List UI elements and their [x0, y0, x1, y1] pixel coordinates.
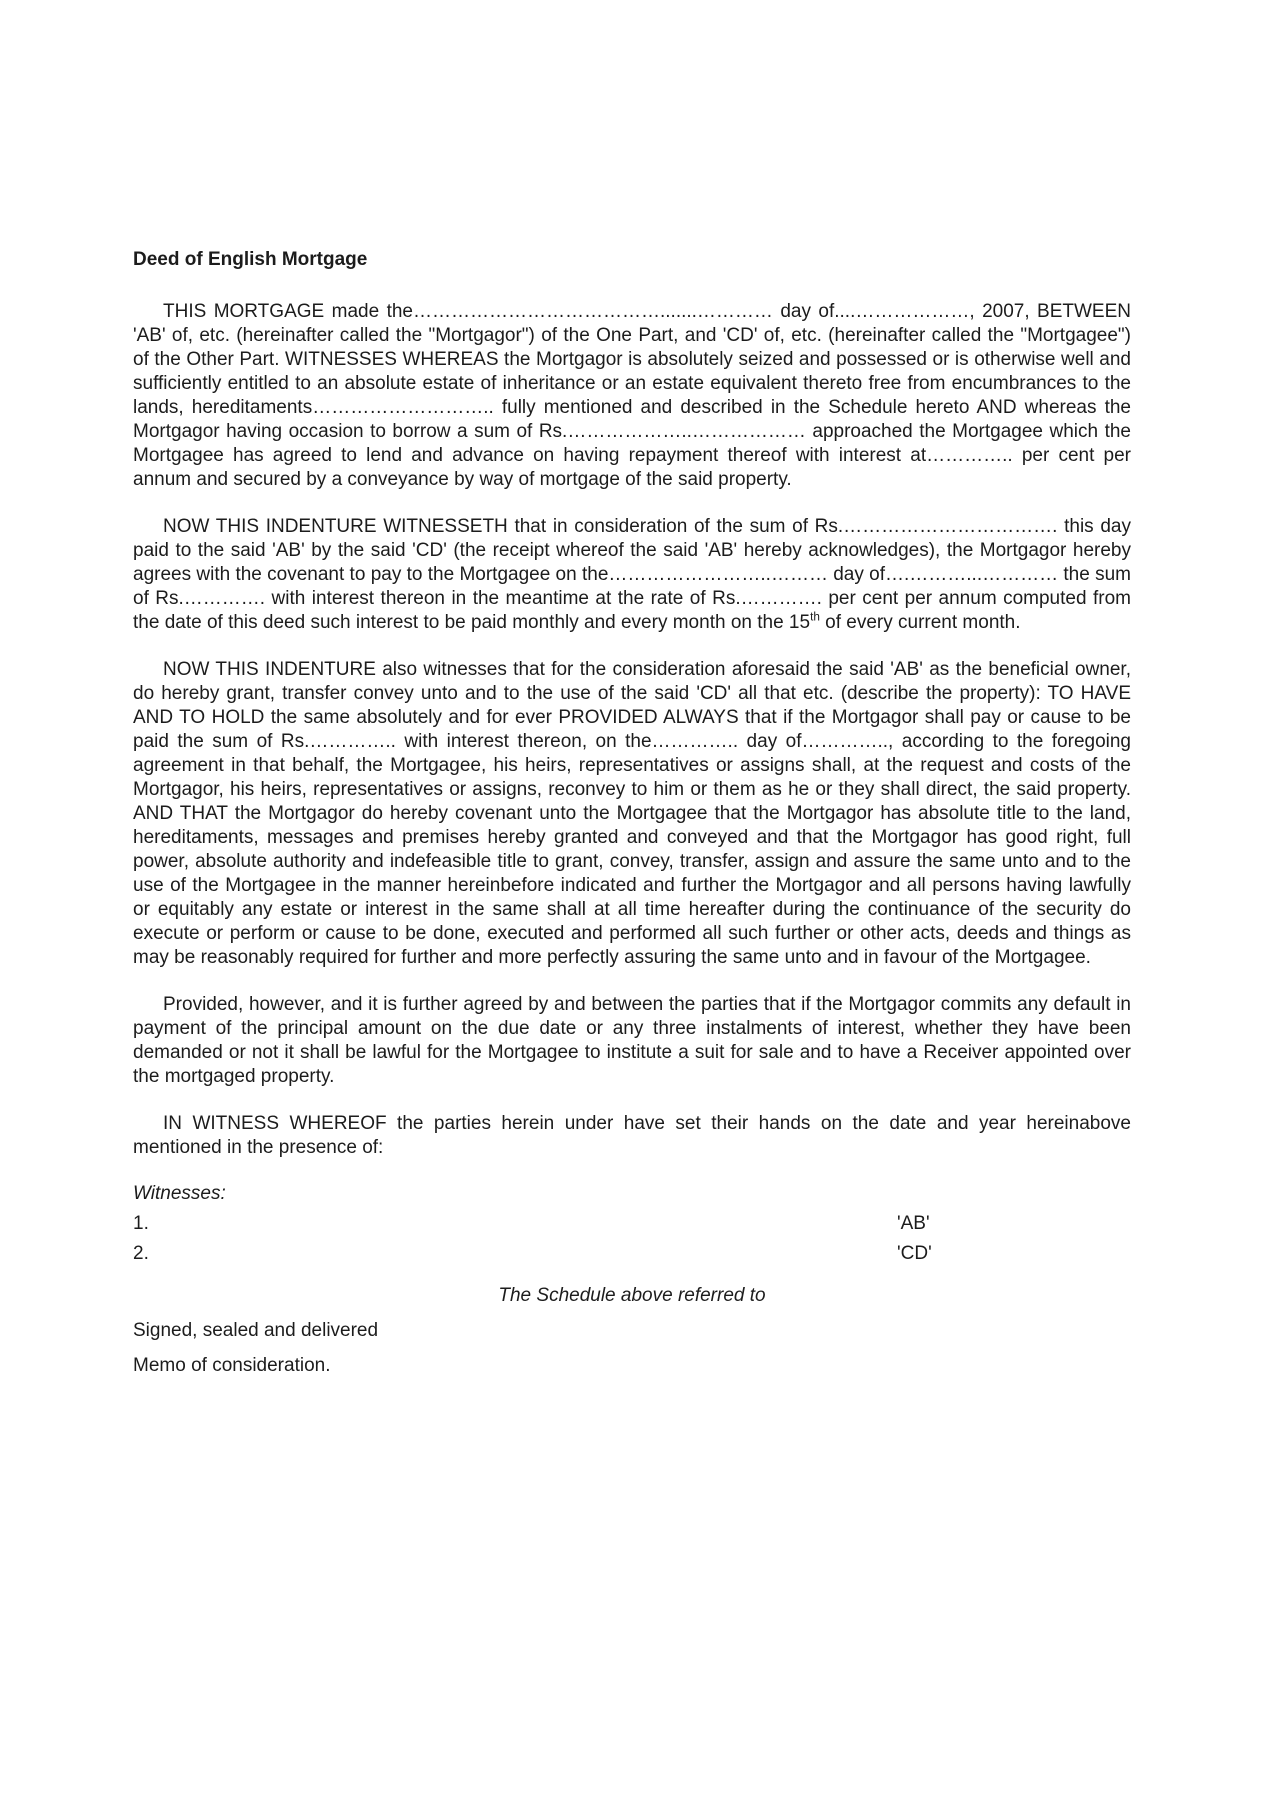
witnesseth-text-rest: of every current month. [819, 612, 1021, 633]
memo-of-consideration-line: Memo of consideration. [133, 1355, 331, 1376]
witness-row-1 [133, 1212, 1131, 1236]
paragraph-testimonium: IN WITNESS WHEREOF the parties herein under have set their hands on the date and year hereinabove mentioned in the presence of: [133, 1113, 1131, 1158]
paragraph-proviso-default: Provided, however, and it is further agreed by and between the parties that if the Mortgagor commits any default in payment of the principal amount on the due date or any three instalments of interest, whether they have been demanded or not it shall be lawful for the Mortgagee to institute a suit for sale and to have a Receiver appointed over the mortgaged property. [133, 994, 1131, 1087]
paragraph-indenture-witnesseth [133, 515, 1131, 635]
paragraph-opening-recitals: THIS MORTGAGE made the………………………………….......………… day of....………………, 2007, BETWEEN 'AB' of, etc. (hereinafter called the "Mortgagor") of the One Part, and 'CD' of, etc. (hereinafter called the "Mortgagee") of the Other Part. WITNESSES WHEREAS the Mortgagor is absolutely seized and possessed or is otherwise well and sufficiently entitled to an absolute estate of inheritance or an estate equivalent thereto free from encumbrances to the lands, hereditaments……………………….. fully mentioned and described in the Schedule hereto AND whereas the Mortgagor having occasion to borrow a sum of Rs.………………..……………… approached the Mortgagee which the Mortgagee has agreed to lend and advance on having repayment thereof with interest at………….. per cent per annum and secured by a conveyance by way of mortgage of the said property. [133, 301, 1131, 490]
signed-sealed-line: Signed, sealed and delivered [133, 1320, 379, 1341]
paragraph-covenant-habendum: NOW THIS INDENTURE also witnesses that for the consideration aforesaid the said 'AB' as the beneficial owner, do hereby grant, transfer convey unto and to the use of the said 'CD' all that etc. (describe the property): TO HAVE AND TO HOLD the same absolutely and for ever PROVIDED ALWAYS that if the Mortgagor shall pay or cause to be paid the sum of Rs.………….. with interest thereon, on the………….. day of………….., according to the foregoing agreement in that behalf, the Mortgagee, his heirs, representatives or assigns shall, at the request and costs of the Mortgagor, his heirs, representatives or assigns, reconvey to him or them as he or they shall direct, the said property. AND THAT the Mortgagor do hereby covenant unto the Mortgagee that the Mortgagor has absolute title to the land, hereditaments, messages and premises hereby granted and conveyed and that the Mortgagor has good right, full power, absolute authority and indefeasible title to grant, convey, transfer, assign and assure the same unto and to the use of the Mortgagee in the manner hereinbefore indicated and further the Mortgagor and all persons having lawfully or equitably any estate or interest in the same shall at all time hereafter during the continuance of the security do execute or perform or cause to be done, executed and performed all such further or other acts, deeds and things as may be reasonably required for further and more perfectly assuring the same unto and in favour of the Mortgagee. [133, 659, 1131, 968]
document-content [133, 0, 1131, 1378]
schedule-heading: The Schedule above referred to [498, 1285, 766, 1306]
witness-number: 1. [133, 1213, 149, 1234]
witness-party-signature: 'CD' [897, 1243, 932, 1264]
witnesses-label: Witnesses: [133, 1183, 226, 1204]
witness-row-2 [133, 1242, 1131, 1266]
witnesseth-text-main: NOW THIS INDENTURE WITNESSETH that in consideration of the sum of Rs.……………………………. this day paid to the said 'AB' by the said 'CD' (the receipt whereof the said 'AB' hereby acknowledges), the Mortgagor hereby agrees with the covenant to pay to the Mortgagee on the……………………..……… day of….………...………… the sum of Rs.…………. with interest thereon in the meantime at the rate of Rs.…………. per cent per annum computed from the date of this deed such interest to be paid monthly and every month on the 15 [133, 516, 1131, 633]
witness-party-signature: 'AB' [897, 1213, 930, 1234]
witness-number: 2. [133, 1243, 149, 1264]
document-title: Deed of English Mortgage [133, 249, 368, 270]
ordinal-superscript: th [810, 610, 820, 624]
